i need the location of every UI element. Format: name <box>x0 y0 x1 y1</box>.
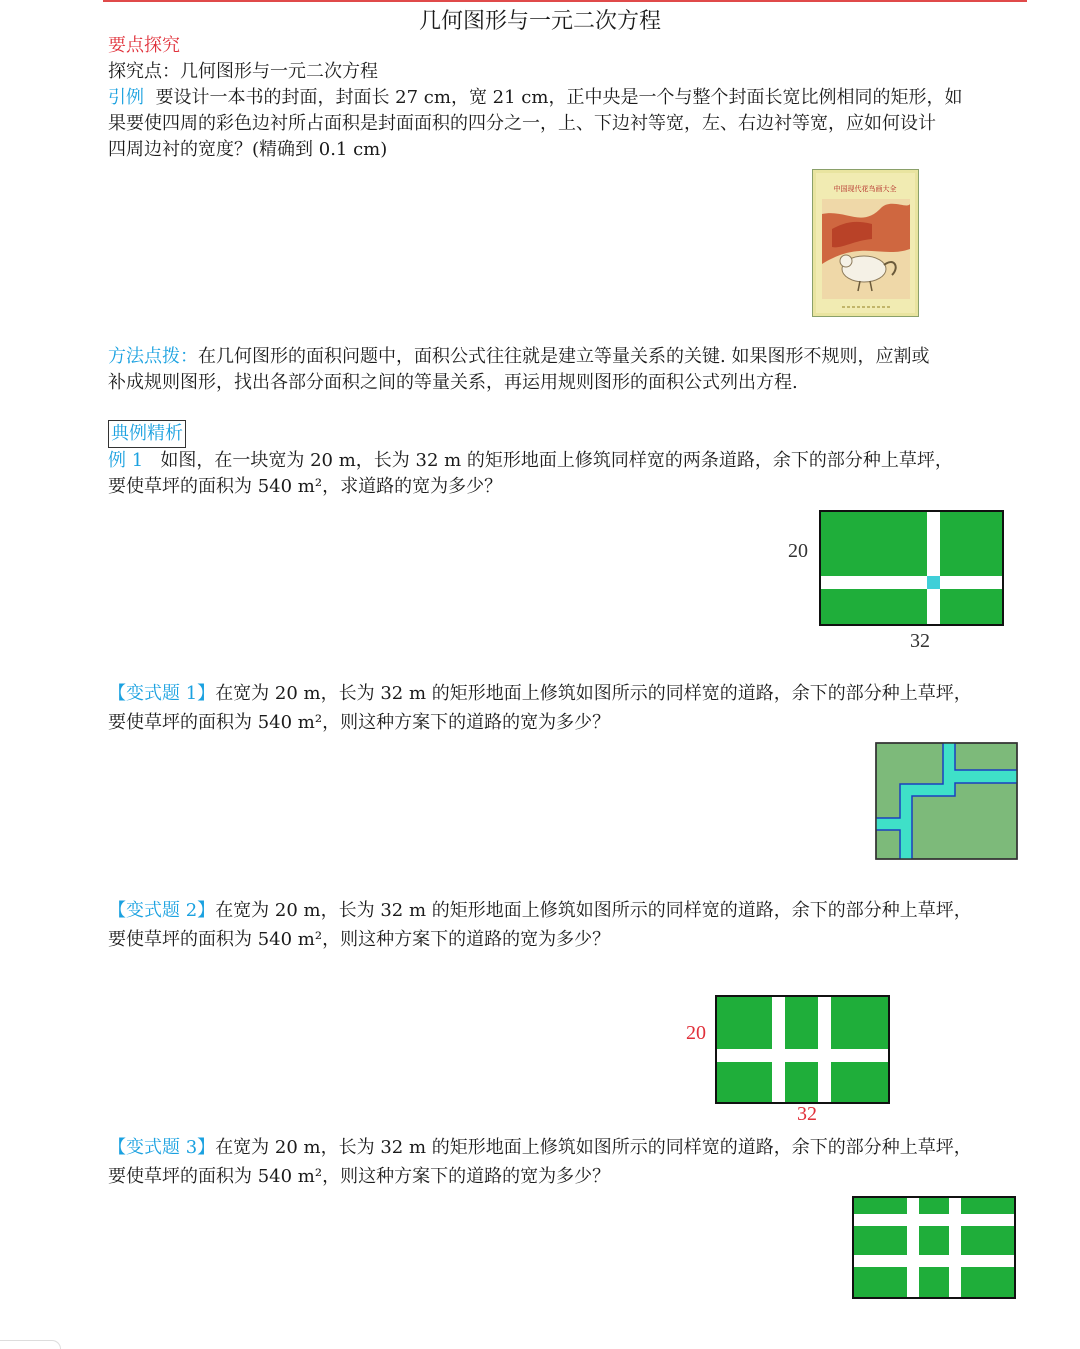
page-corner <box>0 1340 61 1349</box>
page-title: 几何图形与一元二次方程 <box>418 9 661 34</box>
fig3-length-label: 32 <box>797 1103 817 1125</box>
example1-line-2: 要使草坪的面积为 540 m²，求道路的宽为多少？ <box>108 476 503 497</box>
example1-line-1 <box>108 448 953 474</box>
method-label: 方法点拨： <box>108 346 198 367</box>
fig1-svg <box>819 510 1004 626</box>
fig2-svg <box>875 742 1018 860</box>
variant2-line-1 <box>108 898 972 924</box>
variant1-line-2: 要使草坪的面积为 540 m²，则这种方案下的道路的宽为多少？ <box>108 712 611 733</box>
fig3-svg <box>715 995 890 1104</box>
fig3-width-label: 20 <box>686 1022 706 1044</box>
figure-1-cross-roads <box>819 510 1004 626</box>
explore-point-heading: 探究点：几何图形与一元二次方程 <box>108 61 378 82</box>
variant1-line-1 <box>108 681 972 707</box>
variant3-text-1: 在宽为 20 m，长为 32 m 的矩形地面上修筑如图所示的同样宽的道路，余下的部分种上草坪， <box>215 1137 972 1158</box>
book-cover-image <box>812 169 919 317</box>
intro-label: 引例 <box>108 87 144 108</box>
figure-2-zigzag-roads <box>875 742 1018 860</box>
intro-line-2: 果要使四周的彩色边衬所占面积是封面面积的四分之一，上、下边衬等宽，左、右边衬等宽，应如何设计 <box>108 113 936 134</box>
example1-text-1: 如图，在一块宽为 20 m，长为 32 m 的矩形地面上修筑同样宽的两条道路，余下的部分种上草坪， <box>160 450 953 471</box>
variant2-label: 【变式题 2】 <box>108 900 216 921</box>
figure-4-grid-roads <box>852 1196 1016 1299</box>
intro-line-3: 四周边衬的宽度？(精确到 0.1 cm) <box>108 139 388 160</box>
fig1-width-label: 20 <box>788 540 808 562</box>
fig4-svg <box>852 1196 1016 1299</box>
variant3-label: 【变式题 3】 <box>108 1137 216 1158</box>
variant3-line-2: 要使草坪的面积为 540 m²，则这种方案下的道路的宽为多少？ <box>108 1166 611 1187</box>
method-line-1 <box>108 344 929 370</box>
book-cover-svg <box>812 169 919 317</box>
top-rule <box>103 0 1027 2</box>
intro-line-1 <box>108 85 962 111</box>
fig1-length-label: 32 <box>910 630 930 652</box>
variant2-text-1: 在宽为 20 m，长为 32 m 的矩形地面上修筑如图所示的同样宽的道路，余下的部分种上草坪， <box>215 900 972 921</box>
figure-3-three-roads <box>715 995 890 1104</box>
example1-label: 例 1 <box>108 450 144 471</box>
section-key-points: 要点探究 <box>108 35 180 56</box>
book-cover-title: 中国现代花鸟画大全 <box>833 185 897 193</box>
method-text-1: 在几何图形的面积问题中，面积公式往往就是建立等量关系的关键. 如果图形不规则，应割或 <box>198 346 930 367</box>
variant2-line-2: 要使草坪的面积为 540 m²，则这种方案下的道路的宽为多少？ <box>108 929 611 950</box>
examples-heading-box: 典例精析 <box>108 420 186 448</box>
intro-text-1: 要设计一本书的封面，封面长 27 cm，宽 21 cm，正中央是一个与整个封面长宽比例相同的矩形，如 <box>155 87 963 108</box>
variant1-label: 【变式题 1】 <box>108 683 216 704</box>
variant1-text-1: 在宽为 20 m，长为 32 m 的矩形地面上修筑如图所示的同样宽的道路，余下的部分种上草坪， <box>215 683 972 704</box>
variant3-line-1 <box>108 1135 972 1161</box>
method-line-2: 补成规则图形，找出各部分面积之间的等量关系，再运用规则图形的面积公式列出方程. <box>108 372 798 393</box>
